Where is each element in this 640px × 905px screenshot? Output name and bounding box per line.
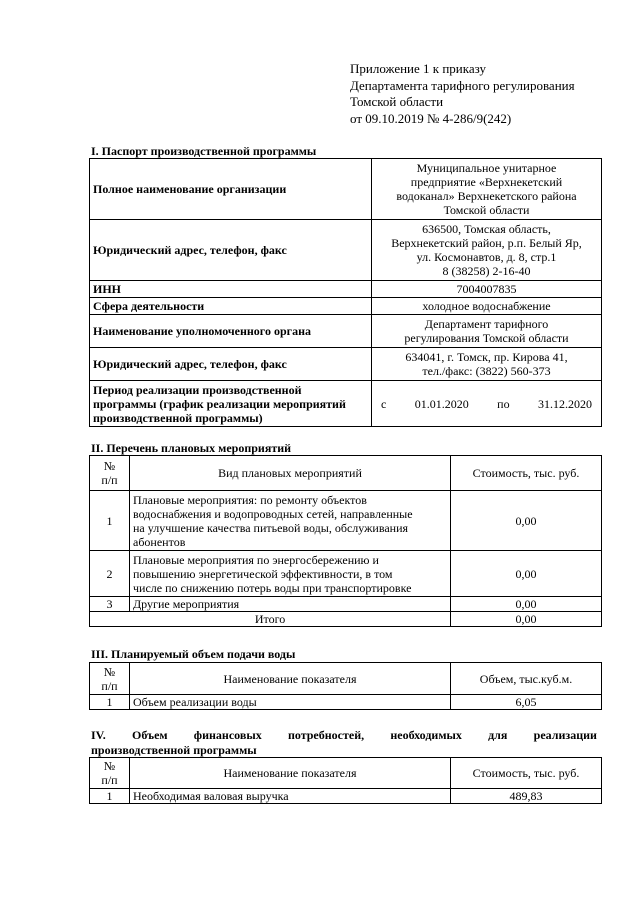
table-row <box>90 381 602 427</box>
header-value: Объем, тыс.куб.м. <box>451 663 602 695</box>
row-cost: 0,00 <box>451 551 602 597</box>
table-row <box>90 298 602 315</box>
row-name: Плановые мероприятия: по ремонту объектов водоснабжения и водопроводных сетей, направленные на улучшение качества питьевой воды, обслуживания абонентов <box>130 491 451 551</box>
table-row <box>90 159 602 220</box>
section4-title: IV. Объем финансовых потребностей, необходимых для реализации производственной программы <box>91 728 597 757</box>
section3-title: III. Планируемый объем подачи воды <box>91 647 296 661</box>
row-name: Объем реализации воды <box>130 695 451 710</box>
row-label: Сфера деятельности <box>90 298 372 315</box>
header-name: Вид плановых мероприятий <box>130 456 451 491</box>
row-label: Юридический адрес, телефон, факс <box>90 220 372 281</box>
appendix-header <box>350 61 575 127</box>
table-row <box>90 220 602 281</box>
row-value: холодное водоснабжение <box>372 298 602 315</box>
row-num: 3 <box>90 597 130 612</box>
header-num: № п/п <box>90 456 130 491</box>
header-name: Наименование показателя <box>130 663 451 695</box>
period-from-word: с <box>381 396 387 411</box>
section2-title: II. Перечень плановых мероприятий <box>91 441 292 455</box>
row-num: 1 <box>90 695 130 710</box>
table-row <box>90 695 602 710</box>
row-value: Муниципальное унитарное предприятие «Верхнекетский водоканал» Верхнекетского района Томской области <box>372 159 602 220</box>
financial-needs-table <box>89 757 602 804</box>
section1-title: I. Паспорт производственной программы <box>91 144 317 158</box>
water-volume-table <box>89 662 602 710</box>
header-name: Наименование показателя <box>130 758 451 789</box>
row-value: 6,05 <box>451 695 602 710</box>
total-label: Итого <box>90 612 451 627</box>
row-name: Другие мероприятия <box>130 597 451 612</box>
row-num: 1 <box>90 789 130 804</box>
row-value: 634041, г. Томск, пр. Кирова 41, тел./факс: (3822) 560-373 <box>372 348 602 381</box>
row-value: 7004007835 <box>372 281 602 298</box>
row-num: 2 <box>90 551 130 597</box>
period-to-date: 31.12.2020 <box>537 396 592 411</box>
appendix-line: Приложение 1 к приказу <box>350 61 487 76</box>
appendix-line: от 09.10.2019 № 4-286/9(242) <box>350 110 512 126</box>
header-num: № п/п <box>90 663 130 695</box>
table-header-row <box>90 456 602 491</box>
table-header-row <box>90 663 602 695</box>
table-row <box>90 491 602 551</box>
row-name: Плановые мероприятия по энергосбережению и повышению энергетической эффективности, в том числе по снижению потерь воды при транспортировке <box>130 551 451 597</box>
appendix-line: Томской области <box>350 94 444 109</box>
period-value <box>372 381 602 427</box>
row-value: Департамент тарифного регулирования Томской области <box>372 315 602 348</box>
header-value: Стоимость, тыс. руб. <box>451 758 602 789</box>
row-value: 636500, Томская область, Верхнекетский район, р.п. Белый Яр, ул. Космонавтов, д. 8, стр.1 8 (38258) 2-16-40 <box>372 220 602 281</box>
period-to-word: по <box>497 396 510 411</box>
row-name: Необходимая валовая выручка <box>130 789 451 804</box>
header-num: № п/п <box>90 758 130 789</box>
measures-table <box>89 455 602 627</box>
table-row <box>90 789 602 804</box>
table-row <box>90 551 602 597</box>
period-from-date: 01.01.2020 <box>414 396 469 411</box>
table-row <box>90 315 602 348</box>
total-row <box>90 612 602 627</box>
period-label: Период реализации производственной программы (график реализации мероприятий производственной программы) <box>90 381 372 427</box>
table-row <box>90 348 602 381</box>
row-value: 489,83 <box>451 789 602 804</box>
total-cost: 0,00 <box>451 612 602 627</box>
row-label: ИНН <box>90 281 372 298</box>
table-row <box>90 597 602 612</box>
row-num: 1 <box>90 491 130 551</box>
appendix-line: Департамента тарифного регулирования <box>350 77 575 93</box>
row-label: Наименование уполномоченного органа <box>90 315 372 348</box>
table-header-row <box>90 758 602 789</box>
row-label: Полное наименование организации <box>90 159 372 220</box>
header-cost: Стоимость, тыс. руб. <box>451 456 602 491</box>
row-cost: 0,00 <box>451 491 602 551</box>
row-cost: 0,00 <box>451 597 602 612</box>
row-label: Юридический адрес, телефон, факс <box>90 348 372 381</box>
passport-table <box>89 158 602 427</box>
table-row <box>90 281 602 298</box>
